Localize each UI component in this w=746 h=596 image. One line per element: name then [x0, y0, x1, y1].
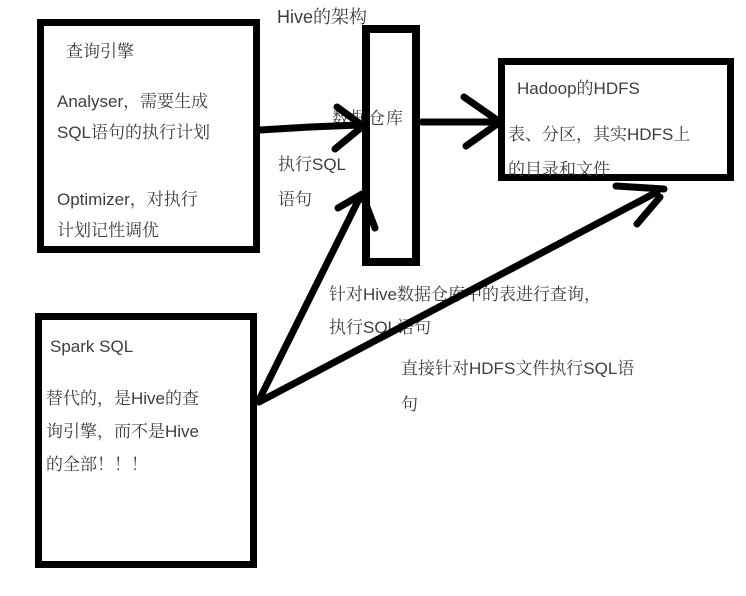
- arrowhead-icon: [464, 97, 500, 146]
- diagram-title: Hive的架构: [277, 7, 368, 27]
- hadoop-hdfs-line: 表、分区，其实HDFS上: [508, 125, 691, 144]
- query-engine-heading: 查询引擎: [66, 42, 134, 61]
- spark-sql-box: [35, 313, 257, 568]
- hadoop-hdfs-line: 的目录和文件: [508, 160, 610, 179]
- hive-query-annotation: 针对Hive数据仓库中的表进行查询， 执行SQL语句: [329, 285, 602, 337]
- data-warehouse-label: 数据仓库: [332, 109, 404, 128]
- hadoop-hdfs-heading: Hadoop的HDFS: [517, 79, 640, 98]
- hadoop-hdfs-box: [498, 58, 734, 181]
- arrowhead-icon: [637, 197, 660, 224]
- spark-sql-heading: Spark SQL: [50, 337, 134, 356]
- query-engine-line: Optimizer，对执行: [57, 190, 198, 209]
- data-warehouse-box: [362, 25, 420, 266]
- arrow-warehouse-to-hdfs: [422, 97, 500, 146]
- spark-sql-line: 的全部！！！: [46, 455, 148, 474]
- direct-hdfs-annotation: 直接针对HDFS文件执行SQL语 句: [401, 359, 635, 414]
- execute-sql-label: 执行SQL 语句: [278, 155, 347, 209]
- query-engine-box: [37, 19, 260, 253]
- spark-sql-line: 替代的，是Hive的查: [46, 389, 200, 408]
- query-engine-line: Analyser，需要生成: [57, 92, 209, 111]
- query-engine-line: 计划记性调优: [57, 221, 159, 240]
- spark-sql-line: 询引擎，而不是Hive: [46, 422, 200, 441]
- query-engine-line: SQL语句的执行计划: [57, 123, 211, 142]
